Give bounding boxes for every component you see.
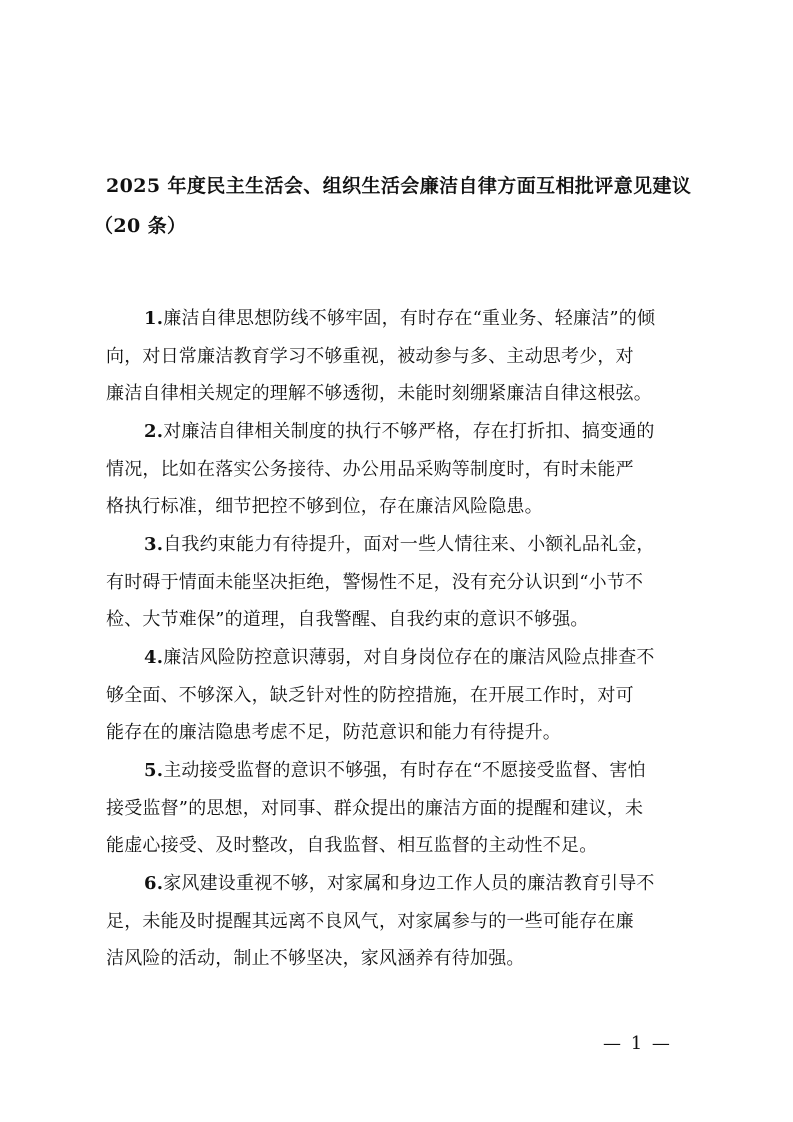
paragraph-line bbox=[106, 300, 696, 338]
paragraph-text: 家风建设重视不够，对家属和身边工作人员的廉洁教育引导不 bbox=[163, 873, 655, 894]
paragraph-line bbox=[106, 639, 696, 677]
title-line: 2025 年度民主生活会、组织生活会廉洁自律方面互相批评意见建议 bbox=[106, 175, 692, 197]
paragraph-line: 够全面、不够深入，缺乏针对性的防控措施，在开展工作时，对可 bbox=[106, 684, 634, 706]
paragraph-line: 洁风险的活动，制止不够坚决，家风涵养有待加强。 bbox=[106, 948, 525, 969]
paragraph-2 bbox=[106, 413, 696, 526]
paragraph-3 bbox=[106, 526, 696, 639]
document-title bbox=[94, 166, 706, 246]
paragraph-line: 有时碍于情面未能坚决拒绝，警惕性不足，没有充分认识到“小节不 bbox=[106, 571, 644, 593]
paragraph-line: 情况，比如在落实公务接待、办公用品采购等制度时，有时未能严 bbox=[106, 458, 634, 480]
paragraph-line: 廉洁自律相关规定的理解不够透彻，未能时刻绷紧廉洁自律这根弦。 bbox=[106, 383, 652, 404]
paragraph-number: 6. bbox=[144, 873, 164, 894]
paragraph-line: 足，未能及时提醒其远离不良风气，对家属参与的一些可能存在廉 bbox=[106, 910, 634, 932]
paragraph-line bbox=[106, 865, 696, 903]
page-number: — 1 — bbox=[603, 1033, 672, 1054]
paragraph-line bbox=[106, 752, 696, 790]
paragraph-1 bbox=[106, 300, 696, 413]
paragraph-line: 向，对日常廉洁教育学习不够重视，被动参与多、主动思考少，对 bbox=[106, 345, 634, 367]
paragraph-text: 廉洁风险防控意识薄弱，对自身岗位存在的廉洁风险点排查不 bbox=[163, 647, 655, 668]
paragraph-text: 廉洁自律思想防线不够牢固，有时存在“重业务、轻廉洁”的倾 bbox=[163, 308, 656, 329]
paragraph-text: 主动接受监督的意识不够强，有时存在“不愿接受监督、害怕 bbox=[163, 760, 646, 781]
paragraph-line: 格执行标准，细节把控不够到位，存在廉洁风险隐患。 bbox=[106, 496, 543, 517]
paragraph-line: 接受监督”的思想，对同事、群众提出的廉洁方面的提醒和建议，未 bbox=[106, 797, 644, 819]
paragraph-5 bbox=[106, 752, 696, 865]
paragraph-4 bbox=[106, 639, 696, 752]
paragraph-text: 对廉洁自律相关制度的执行不够严格，存在打折扣、搞变通的 bbox=[163, 421, 655, 442]
paragraph-6 bbox=[106, 865, 696, 978]
paragraph-line: 能虚心接受、及时整改，自我监督、相互监督的主动性不足。 bbox=[106, 835, 598, 856]
document-body bbox=[106, 300, 696, 978]
paragraph-number: 4. bbox=[144, 647, 164, 668]
paragraph-number: 5. bbox=[144, 760, 164, 781]
paragraph-number: 3. bbox=[144, 534, 164, 555]
paragraph-line bbox=[106, 526, 696, 564]
paragraph-line bbox=[106, 413, 696, 451]
title-line: （20 条） bbox=[94, 215, 187, 237]
paragraph-line: 能存在的廉洁隐患考虑不足，防范意识和能力有待提升。 bbox=[106, 722, 561, 743]
paragraph-line: 检、大节难保”的道理，自我警醒、自我约束的意识不够强。 bbox=[106, 609, 589, 630]
paragraph-number: 2. bbox=[144, 421, 164, 442]
paragraph-text: 自我约束能力有待提升，面对一些人情往来、小额礼品礼金， bbox=[163, 534, 655, 555]
paragraph-number: 1. bbox=[144, 308, 164, 329]
